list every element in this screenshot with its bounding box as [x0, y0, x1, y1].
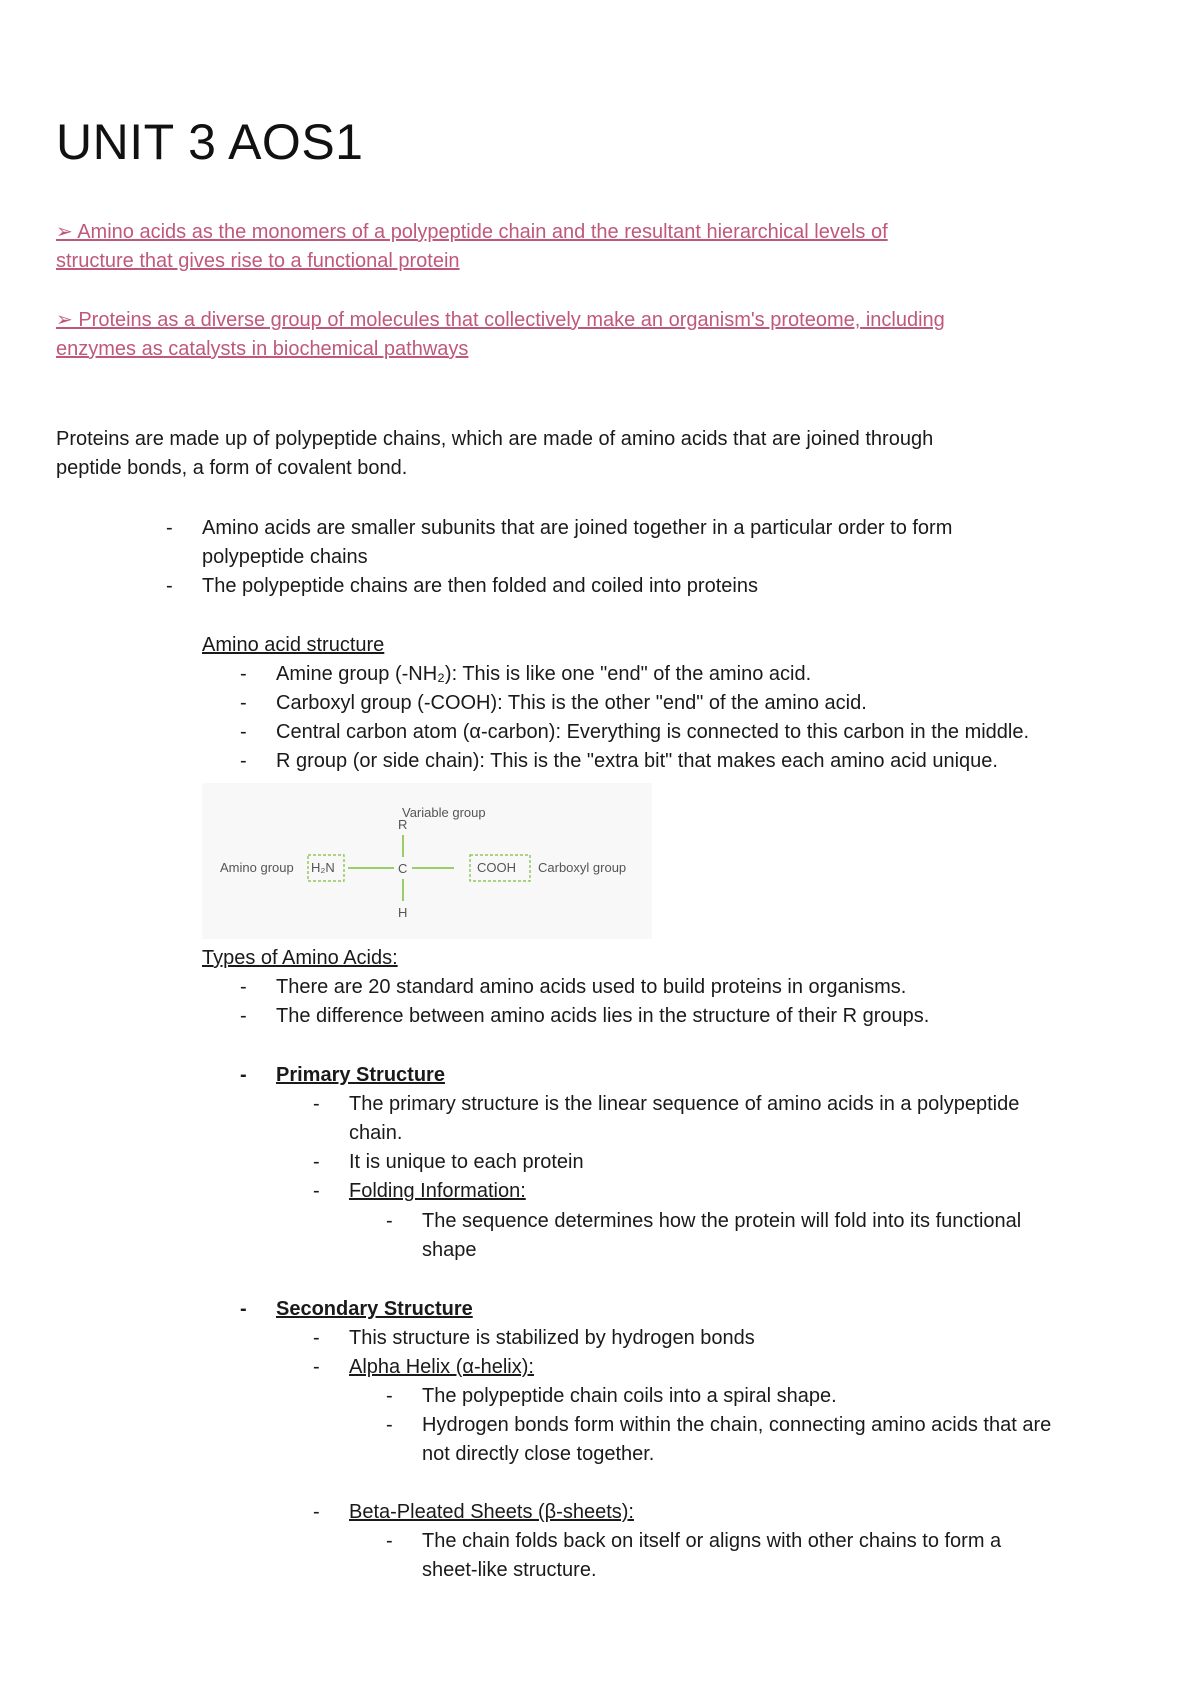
primary-point-1	[313, 1090, 1149, 1148]
bullet-dash: -	[166, 575, 173, 597]
secondary-structure-heading: Secondary Structure	[276, 1298, 473, 1320]
alpha-point-1-text: The polypeptide chain coils into a spiral shape.	[422, 1385, 837, 1407]
bullet-dash: -	[240, 721, 247, 743]
intro-paragraph	[56, 425, 1096, 483]
beta-point-1-line1: The chain folds back on itself or aligns with other chains to form a	[422, 1530, 1002, 1552]
cooh-label: COOH	[477, 860, 516, 875]
alpha-helix-heading: Alpha Helix (α-helix):	[349, 1356, 534, 1378]
bullet-dash: -	[386, 1414, 393, 1436]
beta-point-1-line2: sheet-like structure.	[422, 1559, 597, 1581]
objective-2	[56, 306, 1076, 364]
page-title: UNIT 3 AOS1	[56, 114, 364, 170]
intro-point-1	[166, 514, 1102, 572]
folding-info-item	[313, 1177, 1149, 1206]
bullet-dash: -	[240, 692, 247, 714]
alpha-helix-item	[313, 1353, 1149, 1382]
primary-point-2	[313, 1148, 1149, 1177]
intro-line1: Proteins are made up of polypeptide chains, which are made of amino acids that are joined through	[56, 428, 934, 450]
amino-group-label: Amino group	[220, 860, 294, 875]
bullet-dash: -	[386, 1210, 393, 1232]
variable-group-label: Variable group	[402, 805, 486, 820]
bullet-dash: -	[313, 1327, 320, 1349]
types-point-2	[240, 1002, 1136, 1031]
bullet-dash: -	[313, 1151, 320, 1173]
bullet-dash: -	[313, 1093, 320, 1115]
structure-point-text: Amine group (-NH₂): This is like one "end" of the amino acid.	[276, 663, 812, 685]
types-heading: Types of Amino Acids:	[202, 947, 398, 969]
h-label: H	[398, 905, 408, 920]
structure-point-text: Central carbon atom (α-carbon): Everything is connected to this carbon in the middle.	[276, 721, 1030, 743]
primary-point-1-line1: The primary structure is the linear sequence of amino acids in a polypeptide	[349, 1093, 1020, 1115]
secondary-point-1	[313, 1324, 1149, 1353]
primary-structure-heading: Primary Structure	[276, 1064, 445, 1086]
beta-point-1	[386, 1527, 1182, 1585]
amino-acid-structure-heading: Amino acid structure	[202, 634, 385, 656]
structure-point-text: R group (or side chain): This is the "extra bit" that makes each amino acid unique.	[276, 750, 998, 772]
bullet-dash: -	[313, 1180, 320, 1202]
c-label: C	[398, 861, 408, 876]
bullet-dash: -	[240, 1298, 247, 1320]
structure-point-4	[240, 747, 1136, 776]
folding-info-point	[386, 1207, 1162, 1265]
h2n-label: H₂N	[311, 860, 335, 875]
intro-point-2	[166, 572, 1102, 601]
structure-point-1	[240, 660, 1136, 689]
amino-acid-diagram	[202, 783, 652, 939]
types-point-1	[240, 973, 1136, 1002]
objective-1-line2: structure that gives rise to a functional protein	[56, 250, 460, 272]
structure-point-text: Carboxyl group (-COOH): This is the other "end" of the amino acid.	[276, 692, 867, 714]
types-point-text: The difference between amino acids lies in the structure of their R groups.	[276, 1005, 930, 1027]
intro-point-2-line1: The polypeptide chains are then folded and coiled into proteins	[202, 575, 758, 597]
structure-point-3	[240, 718, 1166, 747]
alpha-point-2-line2: not directly close together.	[422, 1443, 655, 1465]
objective-1	[56, 218, 1076, 276]
alpha-point-1	[386, 1382, 1182, 1411]
objective-2-line2: enzymes as catalysts in biochemical pathways	[56, 338, 469, 360]
types-point-text: There are 20 standard amino acids used to build proteins in organisms.	[276, 976, 907, 998]
bullet-dash: -	[313, 1356, 320, 1378]
bullet-dash: -	[313, 1501, 320, 1523]
alpha-point-2	[386, 1411, 1182, 1469]
beta-sheets-heading: Beta-Pleated Sheets (β-sheets):	[349, 1501, 634, 1523]
intro-point-1-line2: polypeptide chains	[202, 546, 368, 568]
folding-info-line1: The sequence determines how the protein will fold into its functional	[422, 1210, 1022, 1232]
primary-point-1-line2: chain.	[349, 1122, 403, 1144]
bullet-dash: -	[166, 517, 173, 539]
bullet-dash: -	[240, 663, 247, 685]
bullet-dash: -	[240, 976, 247, 998]
intro-line2: peptide bonds, a form of covalent bond.	[56, 457, 408, 479]
bullet-dash: -	[240, 1064, 247, 1086]
bullet-dash: -	[386, 1385, 393, 1407]
structure-point-2	[240, 689, 1136, 718]
amino-acid-diagram-svg	[202, 783, 652, 939]
beta-sheets-item	[313, 1498, 1149, 1527]
folding-info-line2: shape	[422, 1239, 477, 1261]
objective-2-line1: ➢ Proteins as a diverse group of molecules that collectively make an organism's proteome, including	[56, 309, 945, 331]
alpha-point-2-line1: Hydrogen bonds form within the chain, connecting amino acids that are	[422, 1414, 1052, 1436]
r-label: R	[398, 817, 408, 832]
intro-point-1-line1: Amino acids are smaller subunits that are joined together in a particular order to form	[202, 517, 953, 539]
bullet-dash: -	[240, 1005, 247, 1027]
bullet-dash: -	[240, 750, 247, 772]
objective-1-line1: ➢ Amino acids as the monomers of a polypeptide chain and the resultant hierarchical levels of	[56, 221, 888, 243]
secondary-point-1-text: This structure is stabilized by hydrogen bonds	[349, 1327, 755, 1349]
primary-point-2-text: It is unique to each protein	[349, 1151, 584, 1173]
secondary-structure-item	[240, 1295, 1136, 1324]
carboxyl-group-label: Carboxyl group	[538, 860, 627, 875]
primary-structure-item	[240, 1061, 1136, 1090]
folding-info-heading: Folding Information:	[349, 1180, 526, 1202]
bullet-dash: -	[386, 1530, 393, 1552]
